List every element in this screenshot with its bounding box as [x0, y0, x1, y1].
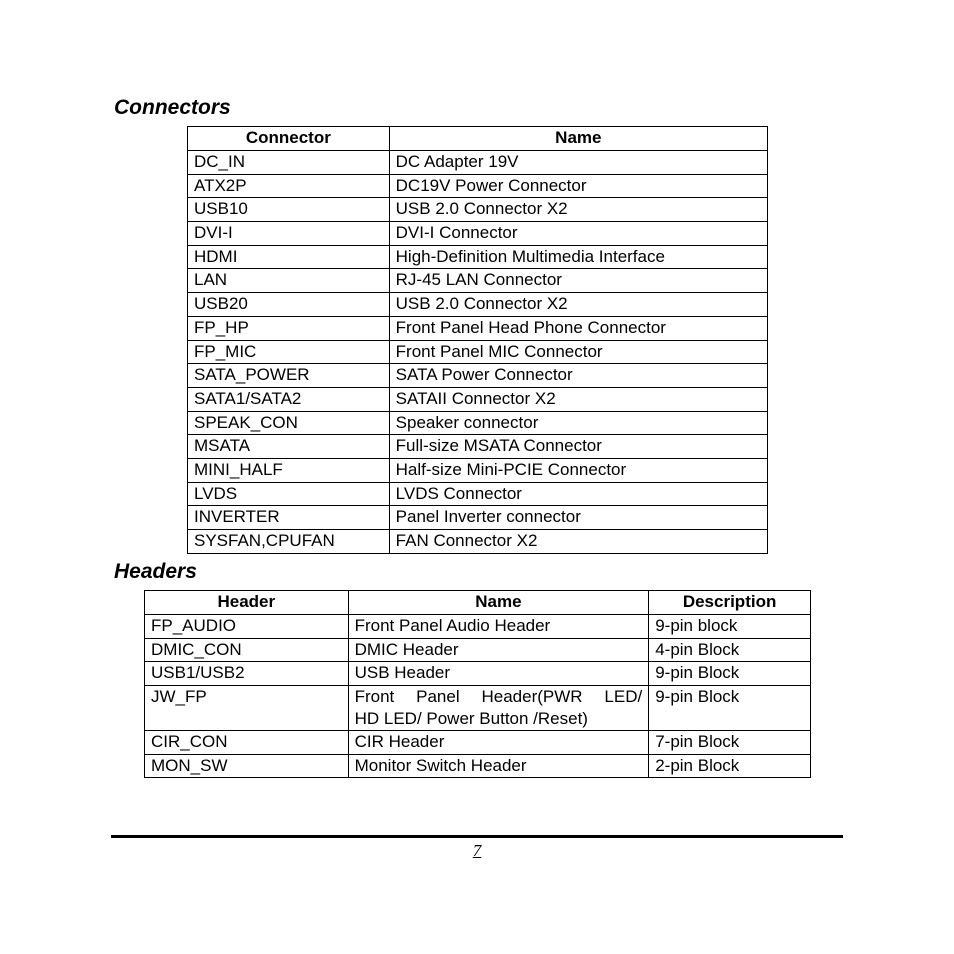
connector-cell: FP_HP: [188, 316, 390, 340]
connector-name-cell: DC19V Power Connector: [389, 174, 767, 198]
connectors-section-title: Connectors: [114, 96, 231, 119]
connector-cell: ATX2P: [188, 174, 390, 198]
table-row: [188, 151, 768, 175]
header-name-cell: [348, 662, 649, 686]
connector-name-cell: USB 2.0 Connector X2: [389, 293, 767, 317]
table-row: [188, 293, 768, 317]
header-cell: CIR_CON: [145, 731, 349, 755]
table-row: [188, 482, 768, 506]
connector-cell: MINI_HALF: [188, 458, 390, 482]
headers-section-title: Headers: [114, 560, 197, 583]
table-row: [188, 222, 768, 246]
connectors-table: [187, 126, 768, 554]
connector-name-cell: FAN Connector X2: [389, 530, 767, 554]
header-cell: JW_FP: [145, 686, 349, 731]
connector-cell: SATA_POWER: [188, 364, 390, 388]
connector-cell: LAN: [188, 269, 390, 293]
header-cell: MON_SW: [145, 754, 349, 778]
column-header-connector: Connector: [188, 127, 390, 151]
header-name-line: Monitor Switch Header: [354, 755, 527, 775]
connector-name-cell: High-Definition Multimedia Interface: [389, 245, 767, 269]
header-name-cell: [348, 686, 649, 731]
connector-cell: INVERTER: [188, 506, 390, 530]
connector-name-cell: Front Panel MIC Connector: [389, 340, 767, 364]
table-row: [188, 198, 768, 222]
header-name-cell: [348, 731, 649, 755]
table-row: [188, 387, 768, 411]
header-name-line: HD LED/ Power Button /Reset): [354, 709, 588, 729]
header-description-cell: 9-pin Block: [649, 686, 811, 731]
connector-cell: SATA1/SATA2: [188, 387, 390, 411]
connector-name-cell: Speaker connector: [389, 411, 767, 435]
column-header-header: Header: [145, 591, 349, 615]
table-row: [188, 245, 768, 269]
header-description-cell: 9-pin block: [649, 615, 811, 639]
header-name-cell: [348, 638, 649, 662]
table-row: [188, 364, 768, 388]
header-name-line: DMIC Header: [354, 639, 459, 659]
column-header-name: Name: [389, 127, 767, 151]
table-row: [188, 530, 768, 554]
table-header-row: [145, 591, 811, 615]
connector-name-cell: USB 2.0 Connector X2: [389, 198, 767, 222]
table-row: [145, 638, 811, 662]
connector-name-cell: RJ-45 LAN Connector: [389, 269, 767, 293]
connector-name-cell: Front Panel Head Phone Connector: [389, 316, 767, 340]
header-description-cell: 9-pin Block: [649, 662, 811, 686]
table-row: [145, 662, 811, 686]
table-row: [145, 686, 811, 731]
table-row: [188, 411, 768, 435]
connector-name-cell: Panel Inverter connector: [389, 506, 767, 530]
table-row: [188, 458, 768, 482]
header-name-line: Front Panel Audio Header: [354, 616, 551, 635]
connector-cell: USB10: [188, 198, 390, 222]
connector-name-cell: Full-size MSATA Connector: [389, 435, 767, 459]
table-row: [188, 340, 768, 364]
header-cell: FP_AUDIO: [145, 615, 349, 639]
table-row: [188, 506, 768, 530]
connector-cell: DVI-I: [188, 222, 390, 246]
connector-name-cell: LVDS Connector: [389, 482, 767, 506]
connector-name-cell: DC Adapter 19V: [389, 151, 767, 175]
header-name-line: USB Header: [354, 663, 451, 683]
header-name-cell: [348, 754, 649, 778]
table-row: [188, 316, 768, 340]
table-header-row: [188, 127, 768, 151]
connector-name-cell: DVI-I Connector: [389, 222, 767, 246]
connector-name-cell: SATA Power Connector: [389, 364, 767, 388]
headers-table: [144, 590, 811, 778]
table-row: [188, 174, 768, 198]
connector-name-cell: SATAII Connector X2: [389, 387, 767, 411]
connector-name-cell: Half-size Mini-PCIE Connector: [389, 458, 767, 482]
table-row: [145, 754, 811, 778]
connector-cell: MSATA: [188, 435, 390, 459]
header-description-cell: 4-pin Block: [649, 638, 811, 662]
connector-cell: DC_IN: [188, 151, 390, 175]
table-row: [145, 615, 811, 639]
connector-cell: SYSFAN,CPUFAN: [188, 530, 390, 554]
column-header-description: Description: [649, 591, 811, 615]
header-name-line: Front Panel Header(PWR LED/: [354, 687, 643, 707]
connector-cell: HDMI: [188, 245, 390, 269]
header-cell: USB1/USB2: [145, 662, 349, 686]
header-description-cell: 7-pin Block: [649, 731, 811, 755]
connector-cell: SPEAK_CON: [188, 411, 390, 435]
table-row: [145, 731, 811, 755]
header-description-cell: 2-pin Block: [649, 754, 811, 778]
connector-cell: USB20: [188, 293, 390, 317]
table-row: [188, 435, 768, 459]
connector-cell: FP_MIC: [188, 340, 390, 364]
column-header-name: Name: [348, 591, 649, 615]
footer-divider: [111, 835, 843, 838]
connector-cell: LVDS: [188, 482, 390, 506]
page-number: 7: [472, 841, 482, 860]
header-name-cell: [348, 615, 649, 639]
header-cell: DMIC_CON: [145, 638, 349, 662]
header-name-line: CIR Header: [354, 732, 445, 752]
table-row: [188, 269, 768, 293]
